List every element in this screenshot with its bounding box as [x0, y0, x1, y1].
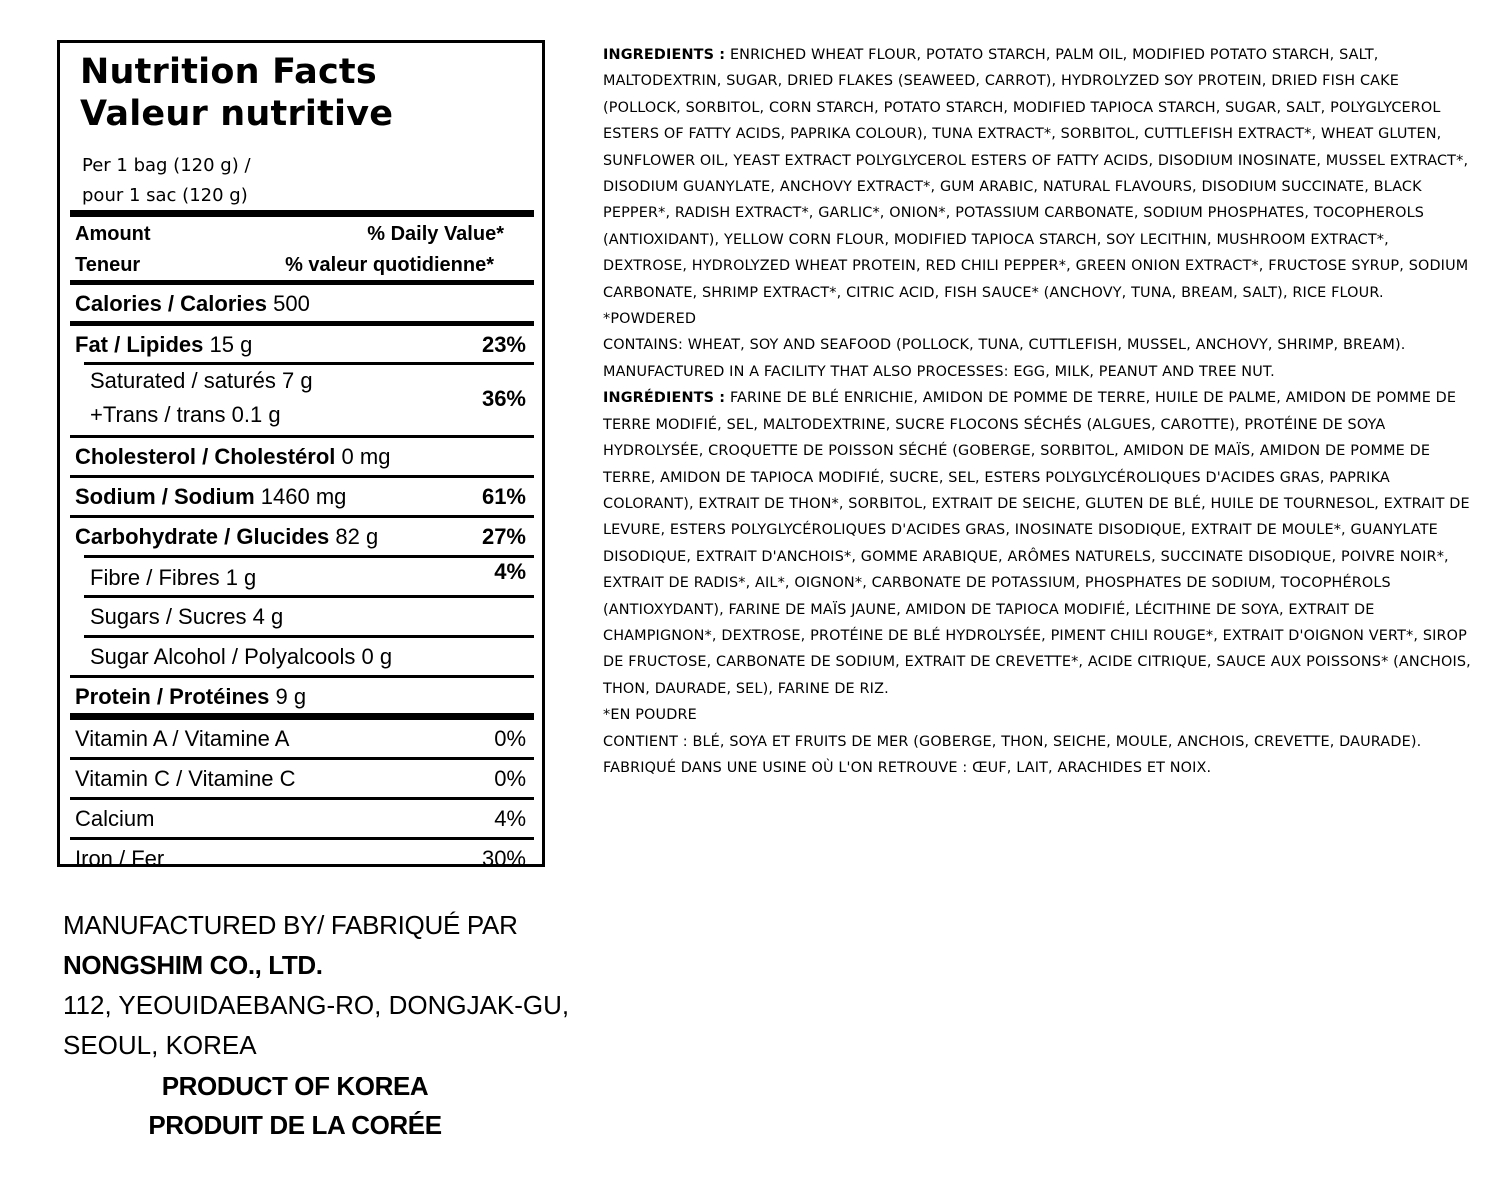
- serving-size: [82, 151, 251, 211]
- row-calories: [70, 285, 534, 321]
- vitamin-c-label: Vitamin C / Vitamine C: [75, 766, 296, 791]
- calcium-label: Calcium: [75, 806, 155, 831]
- sugar-alcohol-label: Sugar Alcohol / Polyalcools 0 g: [90, 644, 393, 669]
- row-sugar-alcohol: [70, 638, 534, 675]
- row-protein: [70, 678, 534, 713]
- row-sugars: [70, 598, 534, 635]
- powdered-note-en: *POWDERED: [603, 311, 697, 328]
- ingredients-panel: [603, 42, 1473, 781]
- row-iron: [70, 840, 534, 877]
- vitamin-a-pct: 0%: [494, 726, 526, 751]
- serving-en: Per 1 bag (120 g) /: [82, 155, 251, 176]
- carbohydrate-value: 82 g: [335, 524, 379, 549]
- divider-thick: [70, 210, 534, 217]
- contains-en: CONTAINS: WHEAT, SOY AND SEAFOOD (POLLOCK, TUNA, CUTTLEFISH, MUSSEL, ANCHOVY, SHRIMP, BREAM).: [603, 337, 1406, 354]
- serving-fr: pour 1 sac (120 g): [82, 185, 248, 206]
- header-amount: Amount: [75, 223, 151, 245]
- row-carbohydrate: [70, 518, 534, 555]
- header-daily-value: % Daily Value*: [367, 223, 504, 245]
- powdered-note-fr: *EN POUDRE: [603, 707, 697, 724]
- row-calcium: [70, 800, 534, 837]
- title-en: Nutrition Facts: [80, 52, 377, 92]
- nutrition-facts-panel: [57, 40, 545, 871]
- header-valeur: % valeur quotidienne*: [285, 254, 494, 276]
- ingredients-fr-key: INGRÉDIENTS :: [603, 390, 726, 407]
- row-sodium: [70, 478, 534, 515]
- carbohydrate-label: Carbohydrate / Glucides: [75, 524, 330, 549]
- manufacturer-address-2: SEOUL, KOREA: [63, 1030, 257, 1060]
- calcium-pct: 4%: [494, 806, 526, 831]
- ingredients-en: [603, 42, 1473, 306]
- divider-thick: [70, 713, 534, 720]
- row-saturated-trans: [70, 365, 534, 435]
- cholesterol-value: 0 mg: [341, 444, 391, 469]
- saturated-pct: 36%: [481, 386, 526, 411]
- calories-label: Calories / Calories: [75, 291, 267, 316]
- sodium-value: 1460 mg: [260, 484, 347, 509]
- row-vitamin-a: [70, 720, 534, 757]
- vitamin-a-label: Vitamin A / Vitamine A: [75, 726, 290, 751]
- saturated-label: Saturated / saturés 7 g: [90, 368, 313, 393]
- nutrition-table: [70, 210, 534, 877]
- fibre-pct: 4%: [494, 559, 526, 584]
- fat-label: Fat / Lipides: [75, 332, 204, 357]
- trans-label: +Trans / trans 0.1 g: [90, 402, 281, 427]
- header-teneur: Teneur: [75, 254, 141, 276]
- manufacturer-heading: MANUFACTURED BY/ FABRIQUÉ PAR: [63, 910, 518, 940]
- title-fr: Valeur nutritive: [80, 94, 394, 134]
- origin-en: PRODUCT OF KOREA: [161, 1071, 429, 1101]
- sodium-label: Sodium / Sodium: [75, 484, 255, 509]
- protein-value: 9 g: [275, 684, 307, 709]
- cholesterol-label: Cholesterol / Cholestérol: [75, 444, 336, 469]
- fat-value: 15 g: [209, 332, 253, 357]
- calories-value: 500: [273, 291, 310, 316]
- sodium-pct: 61%: [481, 484, 526, 509]
- ingredients-en-key: INGREDIENTS :: [603, 47, 726, 63]
- row-cholesterol: [70, 438, 534, 475]
- vitamin-c-pct: 0%: [494, 766, 526, 791]
- ingredients-fr: [603, 385, 1473, 702]
- carbohydrate-pct: 27%: [481, 524, 526, 549]
- nutrition-title: [80, 51, 393, 135]
- table-header: [70, 217, 534, 280]
- country-of-origin: [0, 1067, 590, 1145]
- iron-pct: 30%: [481, 846, 526, 871]
- manufacturer-address-1: 112, YEOUIDAEBANG-RO, DONGJAK-GU,: [63, 990, 570, 1020]
- fibre-label: Fibre / Fibres 1 g: [90, 565, 257, 590]
- sugars-label: Sugars / Sucres 4 g: [90, 604, 284, 629]
- manufacturer-name: NONGSHIM CO., LTD.: [63, 950, 323, 980]
- fat-pct: 23%: [481, 332, 526, 357]
- origin-fr: PRODUIT DE LA CORÉE: [148, 1110, 442, 1140]
- row-vitamin-c: [70, 760, 534, 797]
- contains-fr: CONTIENT : BLÉ, SOYA ET FRUITS DE MER (GOBERGE, THON, SEICHE, MOULE, ANCHOIS, CREVETTE, DAURADE).: [603, 733, 1422, 750]
- iron-label: Iron / Fer: [75, 846, 165, 871]
- ingredients-fr-text: FARINE DE BLÉ ENRICHIE, AMIDON DE POMME DE TERRE, HUILE DE PALME, AMIDON DE POMME DE TERRE MODIFIÉ, SEL, MALTODEXTRINE, SUCRE FLOCONS SÉCHÉS (ALGUES, CAROTTE), PROTÉINE DE SOYA HYDROLYSÉE, CROQUETTE DE POISSON SÉCHÉ (GOBERGE, SORBITOL, AMIDON DE MAÏS, AMIDON DE POMME DE TERRE, AMIDON DE TAPIOCA MODIFIÉ, SUCRE, SEL, ESTERS POLYGLYCÉROLIQUES D'ACIDES GRAS, PAPRIKA COLORANT), EXTRAIT DE THON*, SORBITOL, EXTRAIT DE SEICHE, GLUTEN DE BLÉ, HUILE DE TOURNESOL, EXTRAIT DE LEVURE, ESTERS POLYGLYCÉROLIQUES D'ACIDES GRAS, INOSINATE DISODIQUE, EXTRAIT DE MOULE*, GUANYLATE DISODIQUE, EXTRAIT D'ANCHOIS*, GOMME ARABIQUE, ARÔMES NATURELS, SUCCINATE DISODIQUE, POIVRE NOIR*, EXTRAIT DE RADIS*, AIL*, OIGNON*, CARBONATE DE POTASSIUM, PHOSPHATES DE SODIUM, TOCOPHÉROLS (ANTIOXYDANT), FARINE DE MAÏS JAUNE, AMIDON DE TAPIOCA MODIFIÉ, LÉCITHINE DE SOYA, EXTRAIT DE CHAMPIGNON*, DEXTROSE, PROTÉINE DE BLÉ HYDROLYSÉE, PIMENT CHILI ROUGE*, EXTRAIT D'OIGNON VERT*, SIROP DE FRUCTOSE, CARBONATE DE SODIUM, EXTRAIT DE CREVETTE*, ACIDE CITRIQUE, SAUCE AUX POISSONS* (ANCHOIS, THON, DAURADE, SEL), FARINE DE RIZ.: [603, 390, 1471, 697]
- manufacturer-info: [63, 905, 569, 1065]
- row-fibre: [70, 558, 534, 595]
- protein-label: Protein / Protéines: [75, 684, 270, 709]
- facility-en: MANUFACTURED IN A FACILITY THAT ALSO PROCESSES: EGG, MILK, PEANUT AND TREE NUT.: [603, 363, 1275, 380]
- row-fat: [70, 326, 534, 362]
- ingredients-en-text: ENRICHED WHEAT FLOUR, POTATO STARCH, PALM OIL, MODIFIED POTATO STARCH, SALT, MALTODEXTRIN, SUGAR, DRIED FLAKES (SEAWEED, CARROT), HYDROLYZED SOY PROTEIN, DRIED FISH CAKE (POLLOCK, SORBITOL, CORN STARCH, POTATO STARCH, MODIFIED TAPIOCA STARCH, SUGAR, SALT, POLYGLYCEROL ESTERS OF FATTY ACIDS, PAPRIKA COLOUR), TUNA EXTRACT*, SORBITOL, CUTTLEFISH EXTRACT*, WHEAT GLUTEN, SUNFLOWER OIL, YEAST EXTRACT POLYGLYCEROL ESTERS OF FATTY ACIDS, DISODIUM INOSINATE, MUSSEL EXTRACT*, DISODIUM GUANYLATE, ANCHOVY EXTRACT*, GUM ARABIC, NATURAL FLAVOURS, DISODIUM SUCCINATE, BLACK PEPPER*, RADISH EXTRACT*, GARLIC*, ONION*, POTASSIUM CARBONATE, SODIUM PHOSPHATES, TOCOPHEROLS (ANTIOXIDANT), YELLOW CORN FLOUR, MODIFIED TAPIOCA STARCH, SOY LECITHIN, MUSHROOM EXTRACT*, DEXTROSE, HYDROLYZED WHEAT PROTEIN, RED CHILI PEPPER*, GREEN ONION EXTRACT*, FRUCTOSE SYRUP, SODIUM CARBONATE, SHRIMP EXTRACT*, CITRIC ACID, FISH SAUCE* (ANCHOVY, TUNA, BREAM, SALT), RICE FLOUR.: [603, 47, 1469, 301]
- facility-fr: FABRIQUÉ DANS UNE USINE OÙ L'ON RETROUVE : ŒUF, LAIT, ARACHIDES ET NOIX.: [603, 759, 1212, 776]
